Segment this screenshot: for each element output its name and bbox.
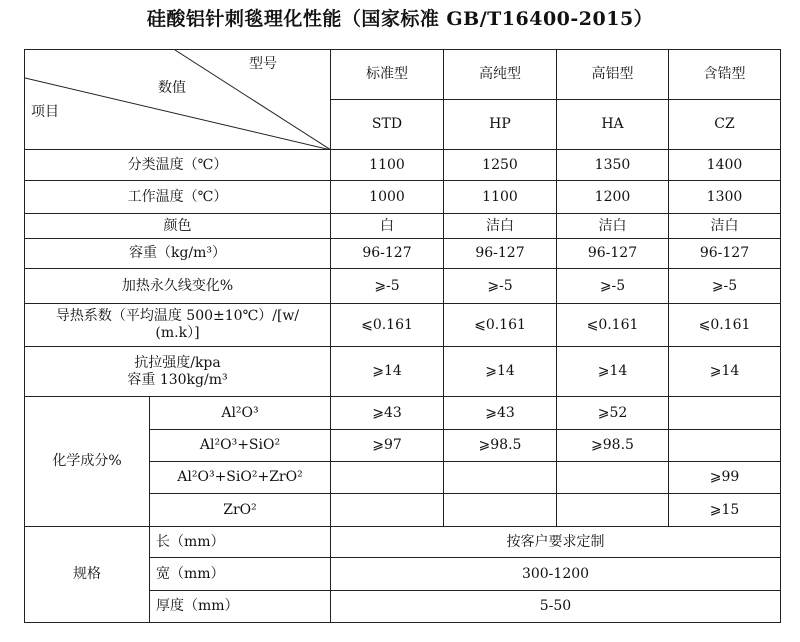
cell-value: ⩾98.5: [557, 430, 669, 462]
model-name: 高铝型: [557, 50, 669, 100]
spec-row-label: 宽（mm）: [150, 558, 331, 591]
cell-value: 1100: [444, 181, 557, 214]
row-label: 加热永久线变化%: [25, 269, 331, 304]
table-row: [25, 269, 781, 304]
spec-value: 300-1200: [331, 558, 781, 591]
model-code: CZ: [669, 100, 781, 150]
cell-value: ⩾14: [331, 347, 444, 397]
cell-value: ⩾14: [669, 347, 781, 397]
header-type-label: 型号: [249, 56, 277, 72]
spec-value: 5-50: [331, 591, 781, 623]
spec-group-label: 规格: [25, 527, 150, 623]
chem-row-label: Al²O³: [150, 397, 331, 430]
model-name: 高纯型: [444, 50, 557, 100]
cell-value: ⩾-5: [331, 269, 444, 304]
row-label: 容重（kg/m³）: [25, 239, 331, 269]
row-label: [25, 304, 331, 347]
cell-value: 1300: [669, 181, 781, 214]
diagonal-lines: [25, 50, 331, 150]
cell-value: ⩾15: [669, 494, 781, 527]
model-code: STD: [331, 100, 444, 150]
table-row: [25, 527, 781, 558]
table-header-row: [25, 50, 781, 100]
chem-row-label: Al²O³+SiO²: [150, 430, 331, 462]
model-code: HP: [444, 100, 557, 150]
spec-value: 按客户要求定制: [331, 527, 781, 558]
cell-value: [331, 462, 444, 494]
model-name: 含锆型: [669, 50, 781, 100]
table-row: [25, 181, 781, 214]
row-label: 颜色: [25, 214, 331, 239]
cell-value: [669, 397, 781, 430]
cell-value: ⩽0.161: [331, 304, 444, 347]
cell-value: ⩾14: [557, 347, 669, 397]
chem-group-label: 化学成分%: [25, 397, 150, 527]
cell-value: 1250: [444, 150, 557, 181]
cell-value: ⩾43: [444, 397, 557, 430]
table-row: [25, 214, 781, 239]
cell-value: [557, 494, 669, 527]
cell-value: 洁白: [444, 214, 557, 239]
cell-value: 1100: [331, 150, 444, 181]
row-label-line: 导热系数（平均温度 500±10℃）/[w/: [55, 308, 300, 324]
cell-value: [444, 462, 557, 494]
table-row: [25, 304, 781, 347]
cell-value: ⩾-5: [557, 269, 669, 304]
cell-value: ⩾-5: [669, 269, 781, 304]
cell-value: [557, 462, 669, 494]
table-row: [25, 397, 781, 430]
spec-row-label: 厚度（mm）: [150, 591, 331, 623]
cell-value: ⩾98.5: [444, 430, 557, 462]
cell-value: [444, 494, 557, 527]
cell-value: 1400: [669, 150, 781, 181]
row-label-line: 抗拉强度/kpa: [134, 354, 221, 371]
model-code: HA: [557, 100, 669, 150]
cell-value: 白: [331, 214, 444, 239]
row-label-line: (m.k）]: [155, 325, 200, 341]
cell-value: ⩾14: [444, 347, 557, 397]
row-label: 分类温度（℃）: [25, 150, 331, 181]
cell-value: 洁白: [669, 214, 781, 239]
spec-row-label: 长（mm）: [150, 527, 331, 558]
chem-row-label: ZrO²: [150, 494, 331, 527]
row-label-line: 容重 130kg/m³: [127, 371, 228, 388]
cell-value: ⩾97: [331, 430, 444, 462]
page-title: 硅酸铝针刺毯理化性能（国家标准 GB/T16400-2015）: [146, 8, 654, 30]
cell-value: ⩾99: [669, 462, 781, 494]
cell-value: 1350: [557, 150, 669, 181]
cell-value: ⩾-5: [444, 269, 557, 304]
table-row: [25, 239, 781, 269]
cell-value: ⩽0.161: [444, 304, 557, 347]
cell-value: 1000: [331, 181, 444, 214]
cell-value: ⩽0.161: [669, 304, 781, 347]
table-row: [25, 150, 781, 181]
chem-row-label: Al²O³+SiO²+ZrO²: [150, 462, 331, 494]
properties-table: [24, 49, 781, 623]
header-value-label: 数值: [158, 80, 186, 96]
cell-value: 96-127: [444, 239, 557, 269]
cell-value: 96-127: [669, 239, 781, 269]
cell-value: 洁白: [557, 214, 669, 239]
cell-value: ⩾43: [331, 397, 444, 430]
cell-value: 96-127: [557, 239, 669, 269]
row-label: [25, 347, 331, 397]
cell-value: ⩽0.161: [557, 304, 669, 347]
model-name: 标准型: [331, 50, 444, 100]
cell-value: [669, 430, 781, 462]
row-label: 工作温度（℃）: [25, 181, 331, 214]
diagonal-header-cell: [25, 50, 331, 150]
cell-value: ⩾52: [557, 397, 669, 430]
cell-value: 1200: [557, 181, 669, 214]
cell-value: [331, 494, 444, 527]
cell-value: 96-127: [331, 239, 444, 269]
table-row: [25, 347, 781, 397]
header-item-label: 项目: [31, 104, 59, 120]
